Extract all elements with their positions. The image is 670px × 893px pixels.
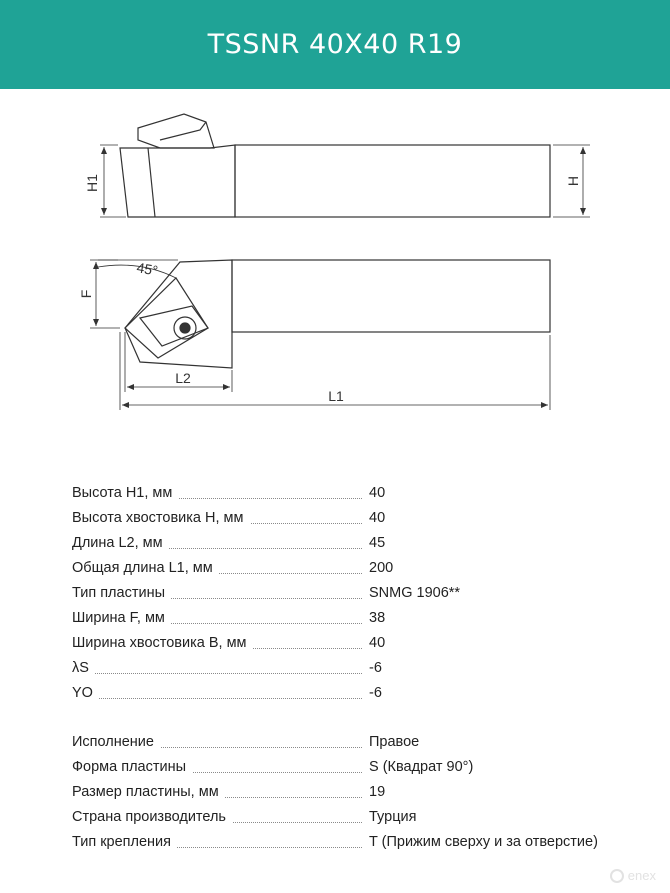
spec-value: T (Прижим сверху и за отверстие) bbox=[369, 834, 598, 850]
spec-label: Тип крепления bbox=[72, 830, 177, 855]
leader-dots bbox=[74, 698, 362, 699]
spec-value: 40 bbox=[369, 485, 386, 501]
spec-label: Длина L2, мм bbox=[72, 531, 169, 556]
spec-value: 200 bbox=[369, 560, 394, 576]
spec-value: 40 bbox=[369, 635, 386, 651]
spec-label: Форма пластины bbox=[72, 755, 192, 780]
spec-row bbox=[72, 730, 652, 755]
spec-value: S (Квадрат 90°) bbox=[369, 759, 474, 775]
leader-dots bbox=[74, 673, 362, 674]
top-shank bbox=[232, 260, 550, 332]
spec-value: -6 bbox=[369, 685, 382, 701]
spec-value: SNMG 1906** bbox=[369, 585, 461, 601]
spec-label: λS bbox=[72, 656, 95, 681]
watermark-text: enex bbox=[627, 868, 656, 883]
side-head bbox=[120, 145, 235, 217]
side-shank bbox=[235, 145, 550, 217]
spec-row bbox=[72, 631, 652, 656]
spec-row bbox=[72, 481, 652, 506]
spec-value: 40 bbox=[369, 510, 386, 526]
spec-label: Исполнение bbox=[72, 730, 160, 755]
spec-row bbox=[72, 830, 652, 855]
product-title: TSSNR 40X40 R19 bbox=[207, 29, 463, 60]
spec-value: -6 bbox=[369, 660, 382, 676]
spec-row bbox=[72, 805, 652, 830]
spec-label: Общая длина L1, мм bbox=[72, 556, 219, 581]
spec-value: Правое bbox=[369, 734, 420, 750]
spec-row bbox=[72, 606, 652, 631]
tool-drawing bbox=[0, 100, 670, 430]
spec-row bbox=[72, 581, 652, 606]
top-insert bbox=[125, 278, 208, 358]
side-view bbox=[100, 114, 590, 217]
spec-label: YO bbox=[72, 681, 99, 706]
spec-label: Тип пластины bbox=[72, 581, 171, 606]
spec-row bbox=[72, 681, 652, 706]
spec-row bbox=[72, 556, 652, 581]
spec-row bbox=[72, 531, 652, 556]
dim-label-angle: 45° bbox=[135, 259, 160, 279]
spec-label: Высота H1, мм bbox=[72, 481, 178, 506]
spec-row bbox=[72, 506, 652, 531]
spec-label: Страна производитель bbox=[72, 805, 232, 830]
spec-label: Размер пластины, мм bbox=[72, 780, 225, 805]
dim-label-h1: H1 bbox=[84, 174, 100, 192]
spec-row bbox=[72, 656, 652, 681]
spec-row bbox=[72, 780, 652, 805]
dim-label-l2: L2 bbox=[175, 370, 191, 386]
dim-label-l1: L1 bbox=[328, 388, 344, 404]
logo-ring-icon bbox=[610, 869, 624, 883]
spec-row bbox=[72, 755, 652, 780]
dim-label-f: F bbox=[78, 289, 94, 299]
top-head bbox=[125, 260, 232, 368]
side-clamp bbox=[138, 114, 214, 148]
spec-value: Турция bbox=[369, 809, 417, 825]
spec-value: 38 bbox=[369, 610, 386, 626]
watermark-logo bbox=[610, 868, 656, 883]
spec-label: Высота хвостовика H, мм bbox=[72, 506, 250, 531]
spec-value: 19 bbox=[369, 784, 386, 800]
spec-label: Ширина хвостовика B, мм bbox=[72, 631, 253, 656]
dim-label-h: H bbox=[565, 175, 581, 187]
top-view bbox=[90, 260, 550, 410]
spec-label: Ширина F, мм bbox=[72, 606, 171, 631]
spec-value: 45 bbox=[369, 535, 386, 551]
header-banner bbox=[0, 0, 670, 89]
